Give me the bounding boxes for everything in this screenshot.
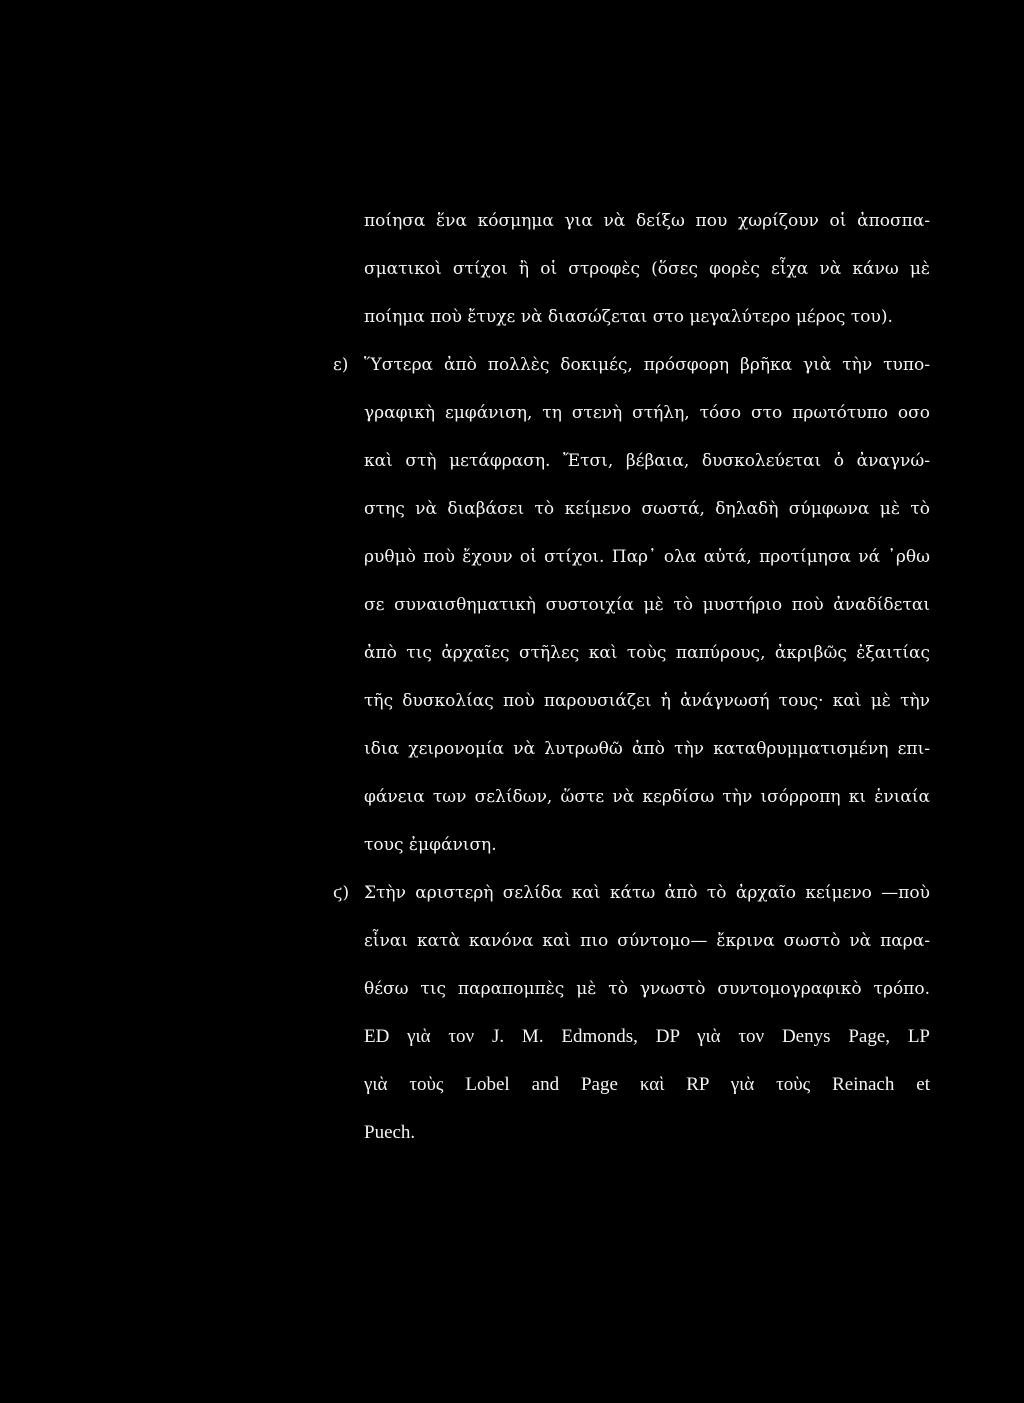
line-text: ποίησα ἕνα κόσμημα για νὰ δείξω που χωρίζουν οἱ ἀποσπα- [364, 211, 930, 231]
line-text: ποίημα ποὺ ἔτυχε νὰ διασώζεται στο μεγαλύτερο μέρος του). [364, 307, 893, 327]
text-line [0, 677, 1024, 725]
text-line [0, 869, 1024, 917]
line-text: Ὕστερα ἀπὸ πολλὲς δοκιμές, πρόσφορη βρῆκα γιὰ τὴν τυπο- [364, 355, 930, 375]
line-text: ED γιὰ τον J. M. Edmonds, DP γιὰ τον Denys Page, LP [364, 1026, 930, 1047]
text-line [0, 1013, 1024, 1061]
text-line [0, 725, 1024, 773]
line-text: σματικοὶ στίχοι ἢ οἱ στροφὲς (ὅσες φορὲς εἶχα νὰ κάνω μὲ [364, 259, 930, 279]
text-line [0, 917, 1024, 965]
text-line [0, 1109, 1024, 1157]
text-line [0, 629, 1024, 677]
line-text: γραφικὴ εμφάνιση, τη στενὴ στήλη, τόσο στο πρωτότυπο οσο [364, 403, 930, 423]
text-line [0, 821, 1024, 869]
line-text: ἀπὸ τις ἀρχαῖες στῆλες καὶ τοὺς παπύρους, ἀκριβῶς ἐξαιτίας [364, 643, 930, 663]
line-text: τῆς δυσκολίας ποὺ παρουσιάζει ἡ ἀνάγνωσή τους· καὶ μὲ τὴν [364, 691, 930, 711]
text-block [0, 197, 1024, 1157]
line-text: φάνεια των σελίδων, ὥστε νὰ κερδίσω τὴν ισόρροπη κι ἑνιαία [364, 787, 930, 807]
line-text: γιὰ τοὺς Lobel and Page καὶ RP γιὰ τοὺς Reinach et [364, 1074, 930, 1095]
paragraph-marker: ε) [333, 355, 349, 375]
text-line [0, 389, 1024, 437]
line-text: ρυθμὸ ποὺ ἔχουν οἱ στίχοι. Παρ᾽ ολα αὐτά, προτίμησα νά ᾽ρθω [364, 547, 930, 567]
text-line [0, 485, 1024, 533]
line-text: εἶναι κατὰ κανόνα καὶ πιο σύντομο— ἔκρινα σωστὸ νὰ παρα- [364, 931, 930, 951]
text-line [0, 293, 1024, 341]
text-line [0, 581, 1024, 629]
line-text: τους ἐμφάνιση. [364, 835, 497, 855]
line-text: καὶ στὴ μετάφραση. Ἔτσι, βέβαια, δυσκολεύεται ὁ ἀναγνώ- [364, 451, 930, 471]
line-text: Στὴν αριστερὴ σελίδα καὶ κάτω ἀπὸ τὸ ἀρχαῖο κείμενο —ποὺ [364, 883, 930, 903]
text-line [0, 245, 1024, 293]
text-line [0, 965, 1024, 1013]
text-line [0, 197, 1024, 245]
text-line [0, 437, 1024, 485]
line-text: ιδια χειρονομία νὰ λυτρωθῶ ἀπὸ τὴν καταθρυμματισμένη επι- [364, 739, 930, 759]
text-line [0, 773, 1024, 821]
paragraph-marker: ϛ) [333, 883, 350, 903]
text-line [0, 1061, 1024, 1109]
text-line [0, 341, 1024, 389]
text-line [0, 533, 1024, 581]
line-text: σε συναισθηματικὴ συστοιχία μὲ τὸ μυστήριο ποὺ ἀναδίδεται [364, 595, 930, 615]
line-text: Puech. [364, 1122, 416, 1143]
line-text: στης νὰ διαβάσει τὸ κείμενο σωστά, δηλαδὴ σύμφωνα μὲ τὸ [364, 499, 930, 519]
line-text: θέσω τις παραπομπὲς μὲ τὸ γνωστὸ συντομογραφικὸ τρόπο. [364, 979, 930, 999]
